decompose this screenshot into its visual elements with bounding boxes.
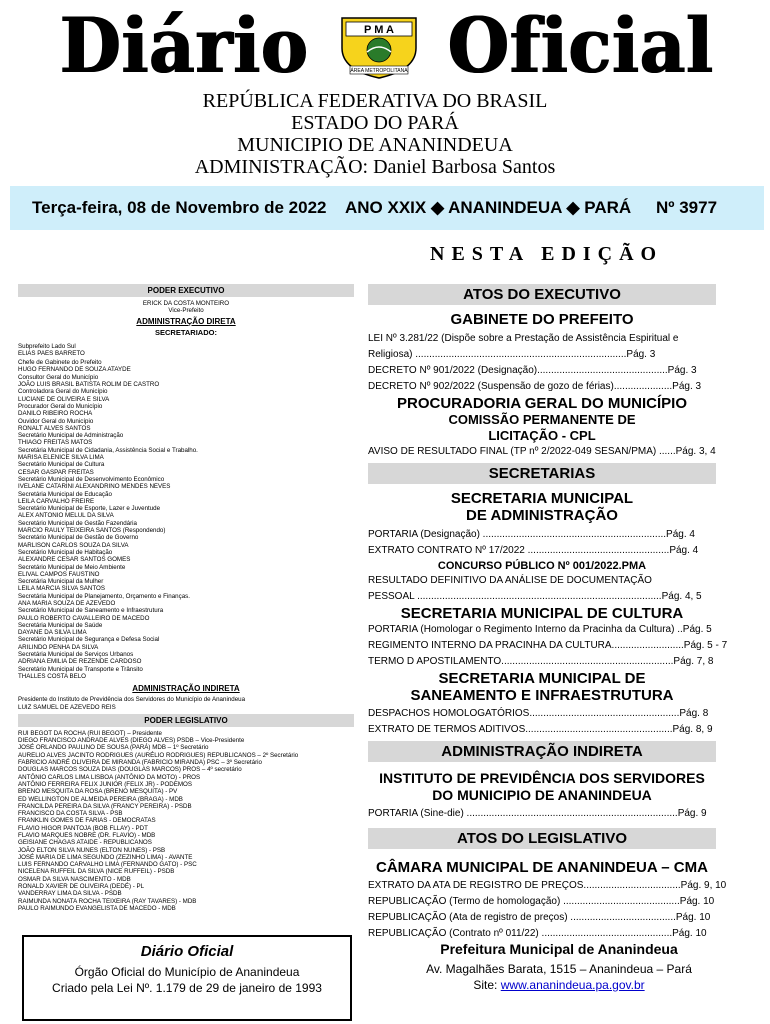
secretary-name: ELIVAL CAMPOS FAUSTINO: [18, 570, 100, 578]
councilor-line: VANDERRAY LIMA DA SILVA - PSDB: [18, 890, 122, 898]
secretary-name: MARISA ELENICE SILVA LIMA: [18, 454, 104, 462]
site-label: Site:: [473, 978, 501, 992]
secretary-entry: [18, 520, 354, 535]
contents-entry: EXTRATO DE TERMOS ADITIVOS.....................................................Pág. 8, 9: [368, 724, 713, 735]
councilor-line: FRANCILDA PEREIRA DA SILVA (FRANCY PEREIRA) - PSDB: [18, 802, 192, 810]
councilor-line: LUIS FERNANDO CARVALHO LIMA (FERNANDO GATO) - PSC: [18, 861, 197, 869]
secretary-name: ELIAS PAES BARRETO: [18, 349, 85, 357]
secretary-name: HUGO FERNANDO DE SOUZA ATAYDE: [18, 366, 131, 374]
secretary-name: ARILINDO PENHA DA SILVA: [18, 643, 99, 651]
secretary-name: THALLES COSTA BELO: [18, 672, 86, 680]
gov-line: ESTADO DO PARÁ: [291, 112, 459, 134]
councilor-line: RUI BEGOT DA ROCHA (RUI BEGOT) – Presidente: [18, 729, 162, 737]
secretariado-list: [18, 343, 354, 681]
secretary-role: Secretária Municipal de Serviços Urbanos: [18, 651, 134, 659]
sec-saneamento-heading: SANEAMENTO E INFRAESTRUTURA: [410, 687, 674, 704]
secretary-name: MARCIO RAULY TEIXEIRA SANTOS (Respondendo): [18, 527, 166, 535]
secretary-name: LUCIANE DE OLIVEIRA E SILVA: [18, 395, 110, 403]
legislativo-list: [18, 730, 354, 912]
councilor-line: FLAVIO HIGOR PANTOJA (BOB FLLAY) - PDT: [18, 824, 148, 832]
councilor-line: RONALD XAVIER DE OLIVEIRA (DEDÉ) - PL: [18, 883, 145, 891]
councilor-line: JOSÉ MARIA DE LIMA SEGUNDO (ZEZINHO LIMA) - AVANTE: [18, 853, 193, 861]
contents-entry: Religiosa) ............................................................................Pág. 3: [368, 349, 656, 360]
contents-entry: AVISO DE RESULTADO FINAL (TP nº 2/2022-049 SESAN/PMA) ......Pág. 3, 4: [368, 446, 716, 457]
secretary-role: Procurador Geral do Município: [18, 402, 103, 410]
footer-line: Criado pela Lei Nº. 1.179 de 29 de janeiro de 1993: [52, 981, 322, 995]
indireta-line: Presidente do Instituto de Previdência dos Servidores do Município de Ananindeua: [18, 696, 246, 704]
government-heading: [160, 90, 590, 178]
secretary-role: Secretária Municipal da Mulher: [18, 578, 104, 586]
councilor-line: AURELIO ALVES JACINTO RODRIGUES (AURÉLIO RODRIGUES) REPUBLICANOS – 2º Secretário: [18, 751, 299, 759]
diario-info-box: [22, 935, 352, 1021]
indireta-line: LUIZ SAMUEL DE AZEVEDO REIS: [18, 703, 116, 711]
councilor-line: ED WELLINGTON DE ALMEIDA PEREIRA (BRAGA) - MDB: [18, 795, 183, 803]
gabinete-heading: GABINETE DO PREFEITO: [450, 311, 634, 328]
secretary-role: Secretário Municipal de Gestão de Governo: [18, 534, 139, 542]
section-bar: PODER EXECUTIVO: [18, 284, 354, 297]
sec-cultura-heading: SECRETARIA MUNICIPAL DE CULTURA: [400, 605, 684, 622]
secretary-entry: [18, 622, 354, 637]
edition-info: ANO XXIX ◆ ANANINDEUA ◆ PARÁ: [345, 198, 632, 217]
contents-entry: REPUBLICAÇÃO (Contrato nº 011/22) ...............................................Pág. 10: [368, 928, 707, 939]
secretary-name: MARLISON CARLOS SOUZA DA SILVA: [18, 541, 129, 549]
masthead-title-right: Oficial: [448, 0, 714, 91]
contents-entry: PORTARIA (Designação) ..................................................................Pág. 4: [368, 529, 695, 540]
secretary-role: Secretário Municipal de Cultura: [18, 461, 105, 469]
secretary-name: ANA MARIA SOUZA DE AZEVEDO: [18, 599, 116, 607]
secretary-role: Secretário Municipal de Esporte, Lazer e Juventude: [18, 505, 161, 513]
secretary-entry: [18, 447, 354, 462]
concurso-heading: CONCURSO PÚBLICO Nº 001/2022.PMA: [437, 560, 647, 572]
secretary-entry: [18, 359, 354, 374]
secretary-entry: [18, 549, 354, 564]
secretary-name: RONALT ALVES SANTOS: [18, 424, 91, 432]
contents-entry: REPUBLICAÇÃO (Ata de registro de preços) ......................................Pág. 10: [368, 912, 711, 923]
section-bar: ATOS DO LEGISLATIVO: [368, 828, 716, 849]
city-seal-icon: [336, 8, 422, 80]
contents-entry: PORTARIA (Homologar o Regimento Interno da Pracinha da Cultura) ..Pág. 5: [368, 624, 712, 635]
site-link[interactable]: www.ananindeua.pa.gov.br: [500, 978, 645, 992]
councilor-line: OSMAR DA SILVA NASCIMENTO - MDB: [18, 875, 131, 883]
councilor-line: JOÃO ELTON SILVA NUNES (ELTON NUNES) - PSB: [18, 846, 166, 854]
secretary-role: Secretário Municipal de Gestão Fazendária: [18, 519, 138, 527]
secretary-entry: [18, 418, 354, 433]
masthead: [0, 0, 770, 92]
section-bar: PODER LEGISLATIVO: [18, 714, 354, 727]
secretary-role: Secretária Municipal de Cidadania, Assistência Social e Trabalho.: [18, 446, 198, 454]
secretary-name: ADRIANA EMILIA DE REZENDE CARDOSO: [18, 658, 142, 666]
secretary-entry: [18, 476, 354, 491]
secretary-name: ALEXANDRE CESAR SANTOS GOMES: [18, 556, 131, 564]
secretary-role: Subprefeito Lado Sul: [18, 342, 76, 350]
secretary-role: Secretário Municipal de Habitação: [18, 548, 113, 556]
secretary-role: Secretário Municipal de Segurança e Defesa Social: [18, 636, 160, 644]
secretary-entry: [18, 607, 354, 622]
secretary-entry: [18, 432, 354, 447]
councilor-line: JOSÉ ORLANDO PAULINO DE SOUSA (PARÁ) MDB – 1º Secretário: [18, 744, 209, 752]
secretary-name: THIAGO FREITAS MATOS: [18, 439, 93, 447]
gov-line: MUNICIPIO DE ANANINDEUA: [237, 134, 513, 156]
councilor-line: ANTÔNIO FERREIRA FELIX JUNIOR (FELIX JR) - PODEMOS: [18, 780, 192, 788]
secretary-entry: [18, 534, 354, 549]
councilor-line: DIEGO FRANCISCO ANDRADE ALVES (DIEGO ALVES) PSDB – Vice-Presidente: [18, 737, 245, 745]
secretary-role: Secretário Municipal de Saneamento e Infraestrutura: [18, 607, 164, 615]
secretary-entry: [18, 593, 354, 608]
secretary-name: LEILA MARCIA SILVA SANTOS: [18, 585, 106, 593]
secretary-name: JOÃO LUIS BRASIL BATISTA ROLIM DE CASTRO: [18, 381, 160, 389]
secretary-entry: [18, 403, 354, 418]
secretary-role: Controladora Geral do Município: [18, 388, 108, 396]
officials-column: [18, 284, 354, 912]
councilor-line: FLAVIO MARQUES NOBRE (DR. FLAVIO) - MDB: [18, 832, 156, 839]
contents-entry: LEI Nº 3.281/22 (Dispõe sobre a Prestação de Assistência Espiritual e: [368, 333, 679, 344]
footer-line: Órgão Oficial do Município de Ananindeua: [74, 965, 300, 979]
sec-adm-heading: SECRETARIA MUNICIPAL: [450, 490, 634, 507]
secretary-role: Secretária Municipal de Educação: [18, 490, 112, 498]
procuradoria-heading: PROCURADORIA GERAL DO MUNICÍPIO: [396, 395, 687, 412]
secretary-name: DAYANE DA SILVA LIMA: [18, 629, 87, 637]
contents-entry: RESULTADO DEFINITIVO DA ANÁLISE DE DOCUMENTAÇÃO: [368, 575, 652, 586]
councilor-line: PAULO RAIMUNDO EVANGELISTA DE MACEDO - MDB: [18, 904, 176, 912]
secretary-entry: [18, 666, 354, 681]
date-bar: [10, 186, 764, 230]
secretary-role: Ouvidor Geral do Município: [18, 417, 94, 425]
secretary-name: PAULO ROBERTO CAVALLEIRO DE MACEDO: [18, 614, 150, 622]
cpl-heading: COMISSÃO PERMANENTE DE: [448, 412, 636, 427]
secretariado-heading: SECRETARIADO:: [155, 327, 217, 337]
councilor-line: BRENO MESQUITA DA ROSA (BRENO MESQUITA) - PV: [18, 788, 178, 796]
contents-entry: EXTRATO DA ATA DE REGISTRO DE PREÇOS...................................Pág. 9, 10: [368, 880, 727, 891]
secretary-entry: [18, 651, 354, 666]
seal-top-text: P M A: [364, 24, 394, 36]
instituto-heading: INSTITUTO DE PREVIDÊNCIA DOS SERVIDORES: [379, 770, 705, 786]
councilor-line: GEISIANE CHAGAS ATAIDE - REPUBLICANOS: [18, 839, 152, 847]
contents-entry: PORTARIA (Sine-die) ............................................................................Pág. 9: [368, 808, 707, 819]
edition-number: Nº 3977: [656, 198, 718, 217]
gov-line: ADMINISTRAÇÃO: Daniel Barbosa Santos: [194, 156, 556, 178]
councilor-line: FABRICIO ANDRÉ OLIVEIRA DE MIRANDA (FABRICIO MIRANDA) PSC – 3º Secretário: [18, 759, 262, 767]
councilor-line: RAIMUNDA NONATA ROCHA TEIXEIRA (RAY TAVARES) - MDB: [18, 897, 197, 905]
secretary-entry: [18, 461, 354, 476]
secretary-role: Secretário Municipal de Desenvolvimento Econômico: [18, 475, 165, 483]
secretary-role: Chefe de Gabinete do Prefeito: [18, 359, 102, 367]
contents-column: [368, 284, 728, 942]
secretary-role: Secretária Municipal de Planejamento, Orçamento e Finanças.: [18, 592, 190, 600]
secretary-role: Secretário Municipal de Administração: [18, 432, 124, 440]
cpl-heading: LICITAÇÃO - CPL: [488, 428, 596, 443]
adm-indireta-heading: ADMINISTRAÇÃO INDIRETA: [132, 684, 240, 694]
contents-entry: EXTRATO CONTRATO Nº 17/2022 ...................................................Pág. 4: [368, 545, 699, 556]
secretary-entry: [18, 578, 354, 593]
edition-date: Terça-feira, 08 de Novembro de 2022: [32, 198, 327, 217]
secretary-name: CESAR GASPAR FREITAS: [18, 468, 94, 476]
secretary-name: DANILO RIBEIRO ROCHA: [18, 410, 93, 418]
footer-address: Av. Magalhães Barata, 1515 – Ananindeua – Pará: [426, 962, 692, 976]
gov-line: REPÚBLICA FEDERATIVA DO BRASIL: [202, 90, 548, 112]
vice-title: Vice-Prefeito: [168, 307, 204, 315]
footer-title: Diário Oficial: [140, 943, 234, 960]
section-bar: ATOS DO EXECUTIVO: [368, 284, 716, 305]
secretary-entry: [18, 564, 354, 579]
footer-title: Prefeitura Municipal de Ananindeua: [440, 941, 678, 957]
councilor-line: FRANCISCO DA COSTA SILVA - PSB: [18, 810, 123, 818]
nesta-edicao-heading: NESTA EDIÇÃO: [430, 243, 664, 265]
councilor-line: FRANKLIN GOMES DE FARIAS - DEMOCRATAS: [18, 817, 156, 825]
secretary-name: LEILA CARVALHO FREIRE: [18, 497, 95, 505]
camara-heading: CÂMARA MUNICIPAL DE ANANINDEUA – CMA: [376, 859, 708, 876]
prefeitura-info-box: [393, 935, 725, 1021]
masthead-title-left: Diário: [60, 0, 309, 91]
councilor-line: NICELENA RUFFEIL DA SILVA (NICE RUFFEIL) - PSDB: [18, 868, 175, 876]
councilor-line: ANTÔNIO CARLOS LIMA LISBOA (ANTÔNIO DA MOTO) - PROS: [18, 773, 201, 781]
contents-entry: PESSOAL ........................................................................................Pág. 4, 5: [368, 591, 702, 602]
secretary-name: IVELANE CATARINI ALEXANDRINO MENDES NEVES: [18, 483, 171, 491]
contents-entry: TERMO D APOSTILAMENTO..............................................................Pág. 7, 8: [368, 656, 714, 667]
secretary-name: ALEX ANTONIO MELUL DA SILVA: [18, 512, 114, 520]
secretary-role: Secretária Municipal de Saúde: [18, 621, 103, 629]
secretary-entry: [18, 374, 354, 389]
sec-adm-heading: DE ADMINISTRAÇÃO: [466, 507, 618, 524]
secretary-entry: [18, 636, 354, 651]
secretary-entry: [18, 491, 354, 506]
secretary-entry: [18, 505, 354, 520]
councilor-line: DOUGLAS MARCOS SOUZA DIAS (DOUGLAS MARCOS) PROS – 4º secretário: [18, 766, 242, 774]
secretary-role: Consultor Geral do Município: [18, 373, 99, 381]
seal-bottom-text: ÁREA METROPOLITANA: [350, 68, 408, 74]
contents-entry: REPUBLICAÇÃO (Termo de homologação) ..........................................Pág. 10: [368, 896, 715, 907]
footer-site: [393, 977, 725, 993]
secretary-role: Secretário Municipal de Transporte e Trânsito: [18, 665, 143, 673]
section-bar: SECRETARIAS: [368, 463, 716, 484]
contents-entry: DESPACHOS HOMOLOGATÓRIOS......................................................Pág. 8: [368, 708, 709, 719]
adm-direta-heading: ADMINISTRAÇÃO DIRETA: [136, 316, 236, 326]
instituto-heading: DO MUNICIPIO DE ANANINDEUA: [432, 787, 652, 803]
secretary-entry: [18, 388, 354, 403]
secretary-role: Secretário Municipal de Meio Ambiente: [18, 563, 126, 571]
vice-name: ERICK DA COSTA MONTEIRO: [142, 300, 230, 307]
section-bar: ADMINISTRAÇÃO INDIRETA: [368, 741, 716, 762]
contents-entry: REGIMENTO INTERNO DA PRACINHA DA CULTURA..........................Pág. 5 - 7: [368, 640, 728, 651]
secretary-entry: [18, 343, 354, 358]
contents-entry: DECRETO Nº 901/2022 (Designação)...............................................Pág. 3: [368, 365, 697, 376]
sec-saneamento-heading: SECRETARIA MUNICIPAL DE: [438, 670, 646, 687]
contents-entry: DECRETO Nº 902/2022 (Suspensão de gozo de férias).....................Pág. 3: [368, 381, 702, 392]
